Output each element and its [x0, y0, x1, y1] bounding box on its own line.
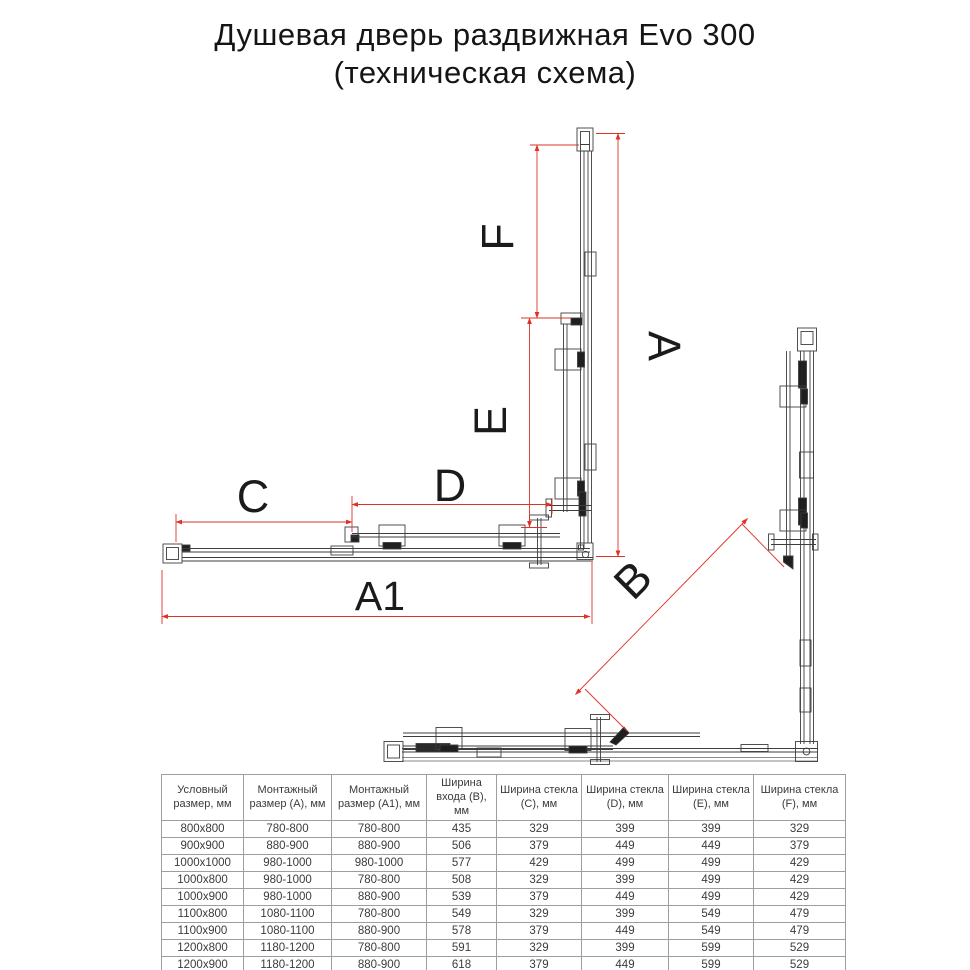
- table-cell: 449: [669, 838, 754, 855]
- dim-label-d: D: [433, 460, 467, 511]
- door-handle: [591, 715, 610, 765]
- table-cell: 880-900: [332, 923, 427, 940]
- table-row: [162, 940, 846, 957]
- table-cell: 379: [497, 838, 582, 855]
- table-cell: 499: [669, 889, 754, 906]
- glass-clamp: [585, 252, 596, 276]
- table-cell: 1100x800: [162, 906, 244, 923]
- table-header-row: [162, 775, 846, 821]
- wall-profile-left: [163, 544, 190, 563]
- glass-clamp: [800, 452, 814, 478]
- dim-label-e: E: [465, 405, 516, 437]
- table-cell: 577: [427, 855, 497, 872]
- table-cell: 980-1000: [244, 889, 332, 906]
- table-cell: 880-900: [332, 838, 427, 855]
- table-cell: 1100x900: [162, 923, 244, 940]
- table-cell: 508: [427, 872, 497, 889]
- glass-clamp: [331, 546, 353, 555]
- table-cell: 399: [582, 872, 669, 889]
- table-cell: 399: [582, 821, 669, 838]
- table-cell: 1000x1000: [162, 855, 244, 872]
- corner-bracket-right: [796, 742, 818, 762]
- table-cell: 1200x900: [162, 957, 244, 970]
- table-cell: 449: [582, 838, 669, 855]
- wall-bracket: [800, 640, 811, 666]
- table-cell: 1000x900: [162, 889, 244, 906]
- table-cell: 529: [754, 940, 846, 957]
- table-cell: 329: [497, 906, 582, 923]
- column-header-0: Условный размер, мм: [162, 775, 244, 821]
- table-cell: 599: [669, 957, 754, 970]
- table-row: [162, 923, 846, 940]
- door-handle: [769, 534, 819, 550]
- table-cell: 880-900: [332, 957, 427, 970]
- dimension-f: [521, 145, 579, 318]
- table-row: [162, 821, 846, 838]
- column-header-4: Ширина стекла (C), мм: [497, 775, 582, 821]
- table-row: [162, 957, 846, 970]
- table-cell: 578: [427, 923, 497, 940]
- dim-label-c: C: [236, 471, 270, 522]
- dimension-a: [596, 134, 625, 557]
- table-cell: 399: [582, 906, 669, 923]
- door-edge: [784, 556, 794, 569]
- table-cell: 780-800: [332, 906, 427, 923]
- table-cell: 379: [497, 889, 582, 906]
- column-header-6: Ширина стекла (E), мм: [669, 775, 754, 821]
- table-cell: 1200x800: [162, 940, 244, 957]
- table-cell: 329: [754, 821, 846, 838]
- wall-profile-top: [577, 128, 593, 151]
- column-header-3: Ширина входа (B), мм: [427, 775, 497, 821]
- dim-label-a1: A1: [354, 573, 406, 619]
- table-row: [162, 838, 846, 855]
- table-cell: 429: [497, 855, 582, 872]
- table-cell: 449: [582, 957, 669, 970]
- table-cell: 499: [669, 872, 754, 889]
- table-cell: 529: [754, 957, 846, 970]
- door-handle: [530, 515, 549, 568]
- table-cell: 599: [669, 940, 754, 957]
- table-cell: 549: [669, 906, 754, 923]
- table-cell: 549: [427, 906, 497, 923]
- table-cell: 429: [754, 855, 846, 872]
- table-cell: 399: [669, 821, 754, 838]
- table-cell: 780-800: [332, 872, 427, 889]
- table-cell: 1180-1200: [244, 940, 332, 957]
- side-view: [384, 328, 818, 765]
- table-cell: 449: [582, 889, 669, 906]
- table-cell: 980-1000: [244, 855, 332, 872]
- table-cell: 429: [754, 889, 846, 906]
- table-cell: 399: [582, 940, 669, 957]
- table-cell: 780-800: [332, 821, 427, 838]
- table-cell: 539: [427, 889, 497, 906]
- column-header-5: Ширина стекла (D), мм: [582, 775, 669, 821]
- table-row: [162, 906, 846, 923]
- dimensions-table: [161, 774, 846, 970]
- table-cell: 549: [669, 923, 754, 940]
- main-view: [163, 128, 596, 568]
- corner-bracket: [577, 543, 593, 560]
- table-cell: 900x900: [162, 838, 244, 855]
- title-line-1: Душевая дверь раздвижная Evo 300: [214, 17, 756, 52]
- table-cell: 618: [427, 957, 497, 970]
- table-cell: 591: [427, 940, 497, 957]
- table-cell: 379: [754, 838, 846, 855]
- table-cell: 780-800: [332, 940, 427, 957]
- sliding-door-horizontal: [345, 515, 560, 568]
- table-cell: 980-1000: [244, 872, 332, 889]
- table-row: [162, 889, 846, 906]
- table-row: [162, 872, 846, 889]
- sliding-door-bottom: [384, 715, 700, 765]
- wall-bracket: [800, 688, 811, 712]
- dim-label-f: F: [472, 223, 523, 251]
- column-header-7: Ширина стекла (F), мм: [754, 775, 846, 821]
- table-cell: 429: [754, 872, 846, 889]
- table-cell: 379: [497, 957, 582, 970]
- table-cell: 1080-1100: [244, 906, 332, 923]
- table-cell: 1180-1200: [244, 957, 332, 970]
- wall-profile-top-right: [798, 328, 817, 351]
- title-line-2: (техническая схема): [333, 54, 637, 90]
- table-cell: 499: [669, 855, 754, 872]
- table-cell: 880-900: [332, 889, 427, 906]
- table-cell: 880-900: [244, 838, 332, 855]
- table-cell: 1080-1100: [244, 923, 332, 940]
- column-header-2: Монтажный размер (A1), мм: [332, 775, 427, 821]
- dim-label-b: B: [603, 550, 662, 609]
- table-cell: 435: [427, 821, 497, 838]
- dimension-e: [521, 318, 547, 528]
- column-header-1: Монтажный размер (A), мм: [244, 775, 332, 821]
- table-cell: 800x800: [162, 821, 244, 838]
- dimension-b: [576, 519, 785, 732]
- table-cell: 780-800: [244, 821, 332, 838]
- table-cell: 506: [427, 838, 497, 855]
- dim-label-a: A: [639, 330, 690, 362]
- table-cell: 449: [582, 923, 669, 940]
- table-row: [162, 855, 846, 872]
- glass-clamp: [585, 444, 596, 470]
- table-cell: 1000x800: [162, 872, 244, 889]
- table-cell: 499: [582, 855, 669, 872]
- table-cell: 479: [754, 923, 846, 940]
- table-cell: 329: [497, 821, 582, 838]
- table-cell: 329: [497, 872, 582, 889]
- table-cell: 479: [754, 906, 846, 923]
- table-cell: 980-1000: [332, 855, 427, 872]
- table-cell: 329: [497, 940, 582, 957]
- table-cell: 379: [497, 923, 582, 940]
